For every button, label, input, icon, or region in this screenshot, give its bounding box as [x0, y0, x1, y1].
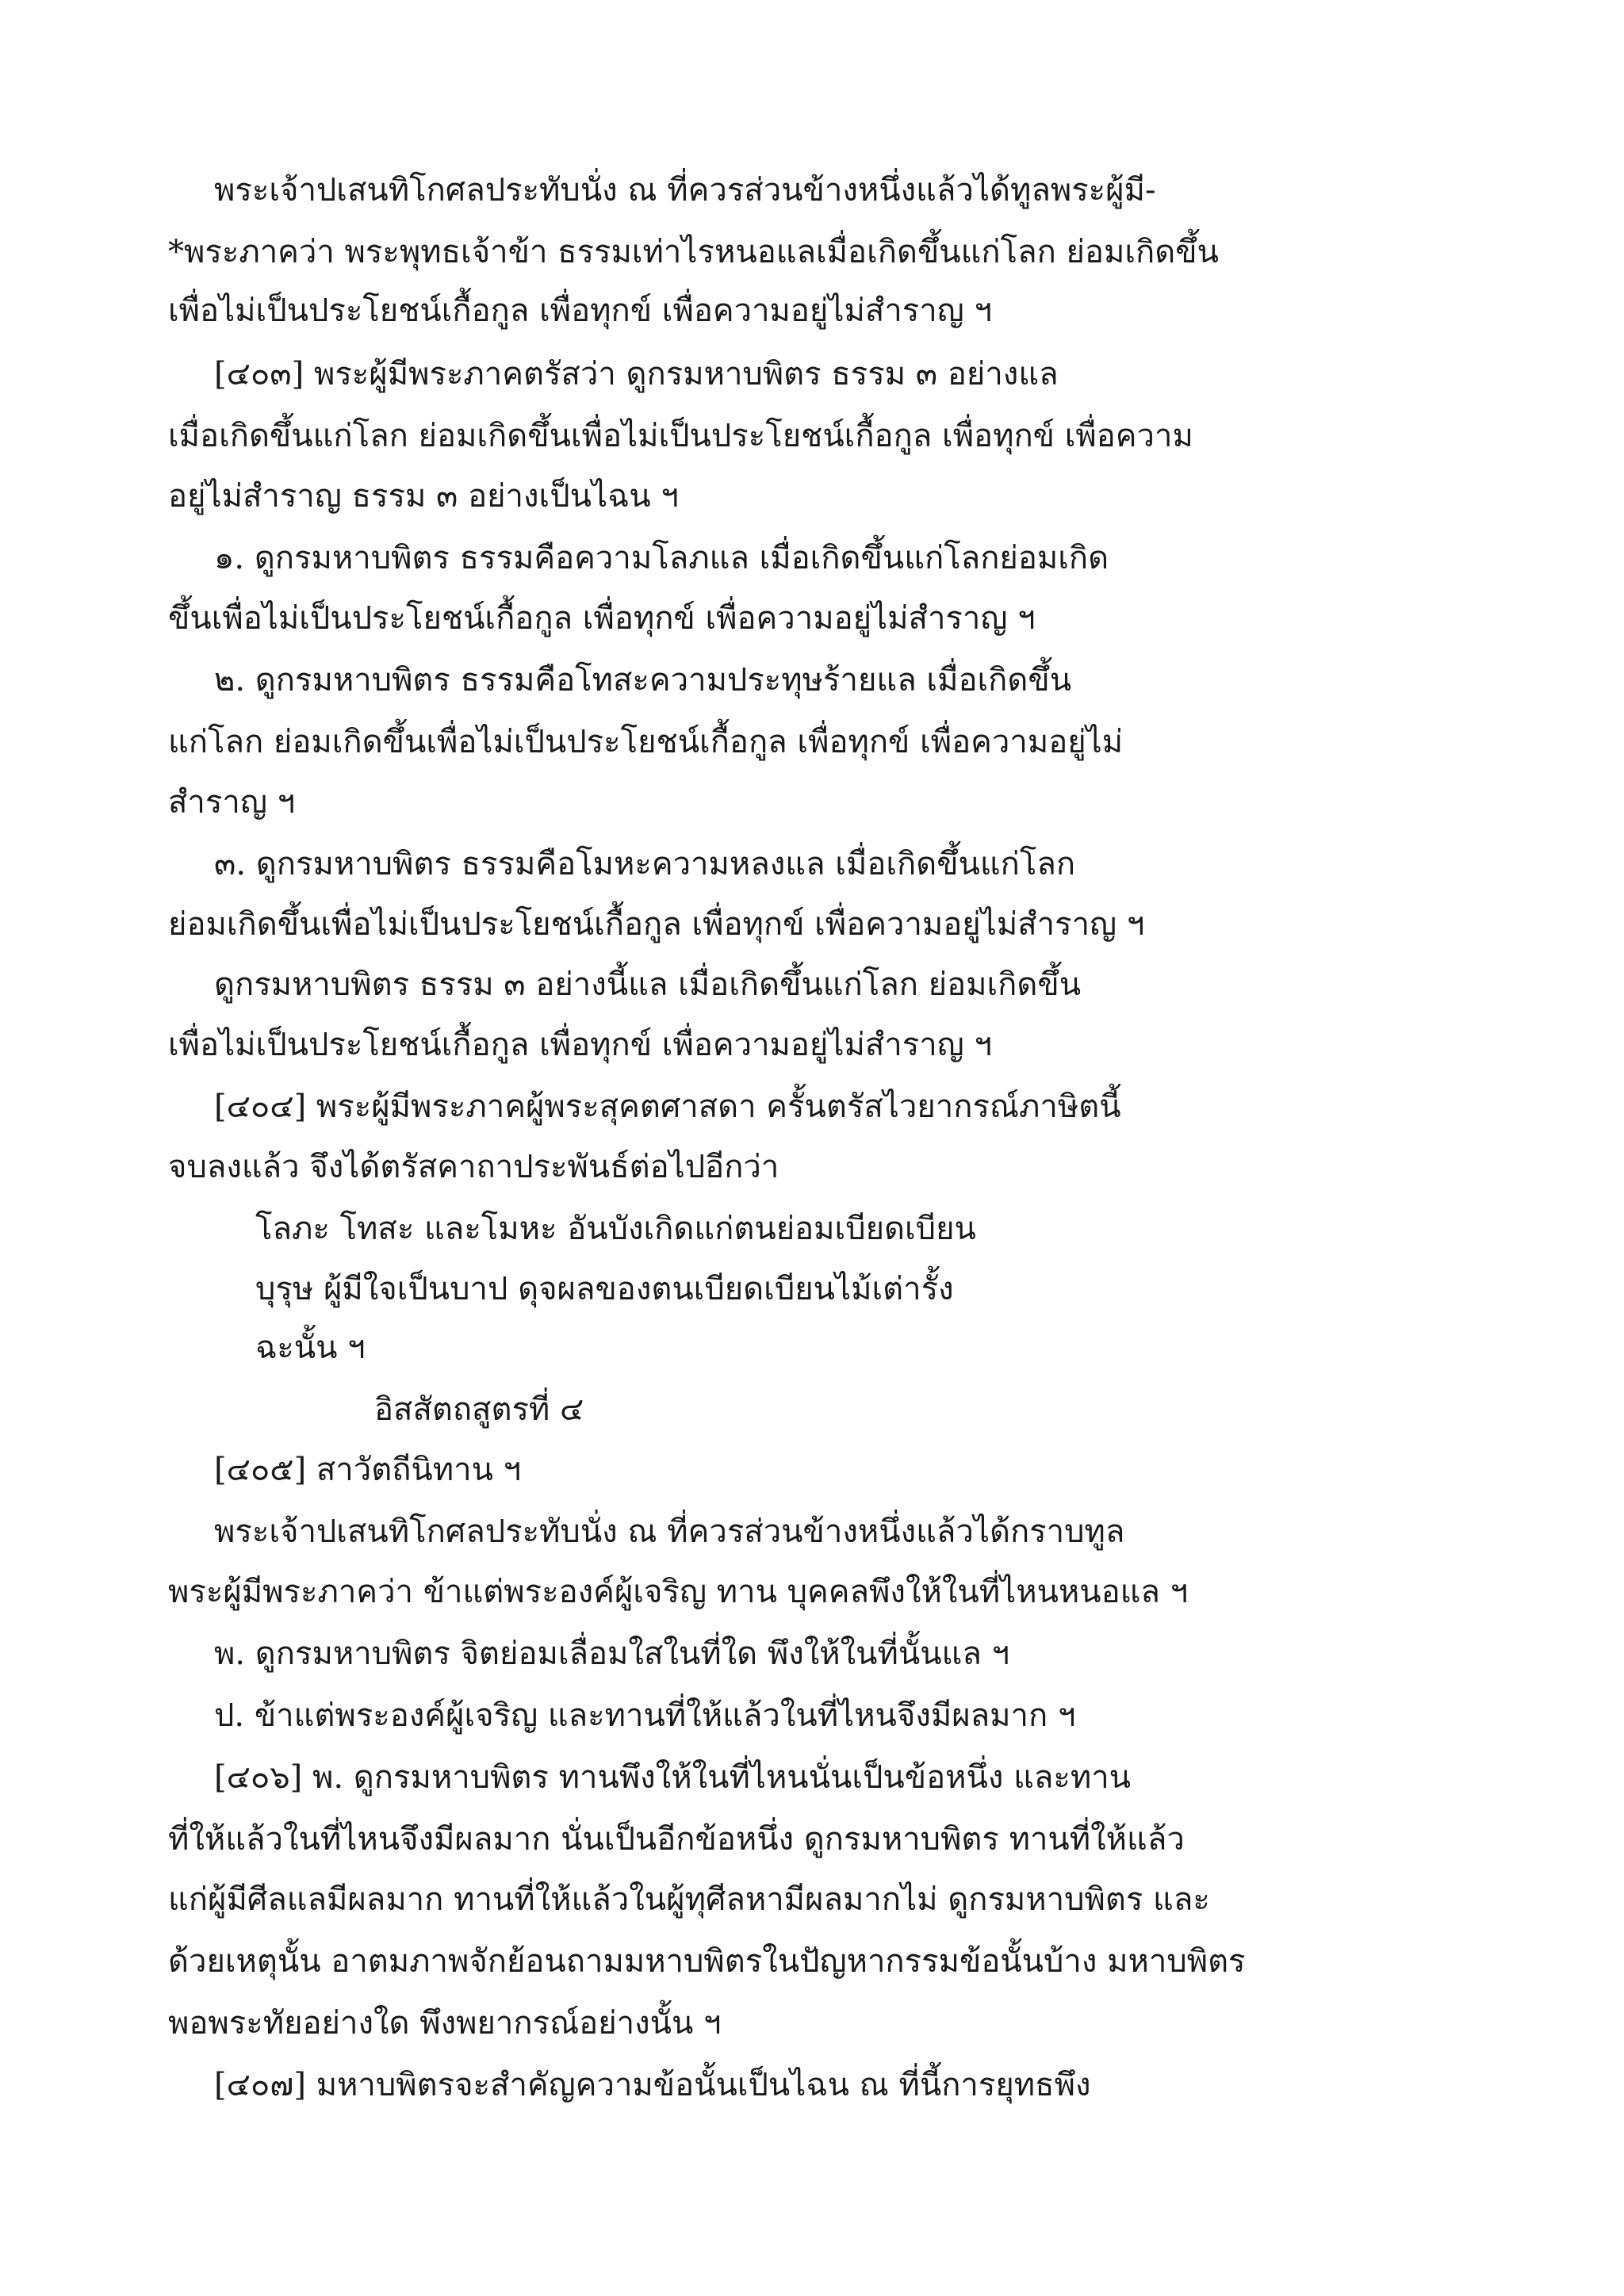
section-heading: อิสสัตถสูตรที่ ๔ [374, 1391, 584, 1428]
text-line: พระผู้มีพระภาคว่า ข้าแต่พระองค์ผู้เจริญ ทาน บุคคลพึงให้ในที่ไหนหนอแล ฯ [168, 1574, 1189, 1610]
text-line: ย่อมเกิดขึ้นเพื่อไม่เป็นประโยชน์เกื้อกูล เพื่อทุกข์ เพื่อความอยู่ไม่สำราญ ฯ [168, 906, 1145, 943]
paragraph-407-start: [๔๐๗] มหาบพิตรจะสำคัญความข้อนั้นเป็นไฉน ณ ที่นี้การยุทธพึง [214, 2067, 1091, 2103]
text-line: เพื่อไม่เป็นประโยชน์เกื้อกูล เพื่อทุกข์ เพื่อความอยู่ไม่สำราญ ฯ [168, 293, 992, 329]
verse-line: บุรุษ ผู้มีใจเป็นบาป ดุจผลของตนเบียดเบียนไม้เต่ารั้ง [255, 1271, 954, 1307]
text-line: *พระภาคว่า พระพุทธเจ้าข้า ธรรมเท่าไรหนอแลเมื่อเกิดขึ้นแก่โลก ย่อมเกิดขึ้น [168, 234, 1219, 270]
list-item-2: ๒. ดูกรมหาบพิตร ธรรมคือโทสะความประทุษร้ายแล เมื่อเกิดขึ้น [214, 662, 1072, 698]
text-line: อยู่ไม่สำราญ ธรรม ๓ อย่างเป็นไฉน ฯ [168, 478, 679, 515]
verse-line: โลภะ โทสะ และโมหะ อันบังเกิดแก่ตนย่อมเบียดเบียน [255, 1211, 976, 1247]
text-line: พระเจ้าปเสนทิโกศลประทับนั่ง ณ ที่ควรส่วนข้างหนึ่งแล้วได้ทูลพระผู้มี- [214, 172, 1156, 209]
text-line: ป. ข้าแต่พระองค์ผู้เจริญ และทานที่ให้แล้วในที่ไหนจึงมีผลมาก ฯ [214, 1697, 1076, 1734]
list-item-1: ๑. ดูกรมหาบพิตร ธรรมคือความโลภแล เมื่อเกิดขึ้นแก่โลกย่อมเกิด [214, 540, 1109, 576]
paragraph-403-start: [๔๐๓] พระผู้มีพระภาคตรัสว่า ดูกรมหาบพิตร ธรรม ๓ อย่างแล [214, 356, 1059, 392]
list-item-3: ๓. ดูกรมหาบพิตร ธรรมคือโมหะความหลงแล เมื่อเกิดขึ้นแก่โลก [214, 846, 1076, 882]
text-line: แก่โลก ย่อมเกิดขึ้นเพื่อไม่เป็นประโยชน์เกื้อกูล เพื่อทุกข์ เพื่อความอยู่ไม่ [168, 724, 1124, 760]
text-line: พอพระทัยอย่างใด พึงพยากรณ์อย่างนั้น ฯ [168, 2005, 722, 2042]
text-line: ขึ้นเพื่อไม่เป็นประโยชน์เกื้อกูล เพื่อทุกข์ เพื่อความอยู่ไม่สำราญ ฯ [168, 600, 1036, 637]
text-line: จบลงแล้ว จึงได้ตรัสคาถาประพันธ์ต่อไปอีกว่า [168, 1149, 779, 1185]
text-line: พระเจ้าปเสนทิโกศลประทับนั่ง ณ ที่ควรส่วนข้างหนึ่งแล้วได้กราบทูล [214, 1513, 1125, 1550]
verse-line: ฉะนั้น ฯ [255, 1330, 366, 1366]
text-line: พ. ดูกรมหาบพิตร จิตย่อมเลื่อมใสในที่ใด พึงให้ในที่นั้นแล ฯ [214, 1636, 1010, 1672]
paragraph-405-start: [๔๐๕] สาวัตถีนิทาน ฯ [214, 1452, 522, 1488]
text-line: สำราญ ฯ [168, 784, 296, 821]
text-line: แก่ผู้มีศีลแลมีผลมาก ทานที่ให้แล้วในผู้ทุศีลหามีผลมากไม่ ดูกรมหาบพิตร และ [168, 1881, 1210, 1918]
text-line: เพื่อไม่เป็นประโยชน์เกื้อกูล เพื่อทุกข์ เพื่อความอยู่ไม่สำราญ ฯ [168, 1027, 992, 1063]
text-line: ด้วยเหตุนั้น อาตมภาพจักย้อนถามมหาบพิตรในปัญหากรรมข้อนั้นบ้าง มหาบพิตร [168, 1943, 1246, 1980]
text-line: เมื่อเกิดขึ้นแก่โลก ย่อมเกิดขึ้นเพื่อไม่เป็นประโยชน์เกื้อกูล เพื่อทุกข์ เพื่อความ [168, 418, 1193, 454]
paragraph-406-start: [๔๐๖] พ. ดูกรมหาบพิตร ทานพึงให้ในที่ไหนนั่นเป็นข้อหนึ่ง และทาน [214, 1759, 1132, 1796]
text-line: ดูกรมหาบพิตร ธรรม ๓ อย่างนี้แล เมื่อเกิดขึ้นแก่โลก ย่อมเกิดขึ้น [214, 966, 1082, 1003]
paragraph-404-start: [๔๐๔] พระผู้มีพระภาคผู้พระสุคตศาสดา ครั้นตรัสไวยากรณ์ภาษิตนี้ [214, 1089, 1121, 1125]
text-line: ที่ให้แล้วในที่ไหนจึงมีผลมาก นั่นเป็นอีกข้อหนึ่ง ดูกรมหาบพิตร ทานที่ให้แล้ว [168, 1821, 1185, 1858]
